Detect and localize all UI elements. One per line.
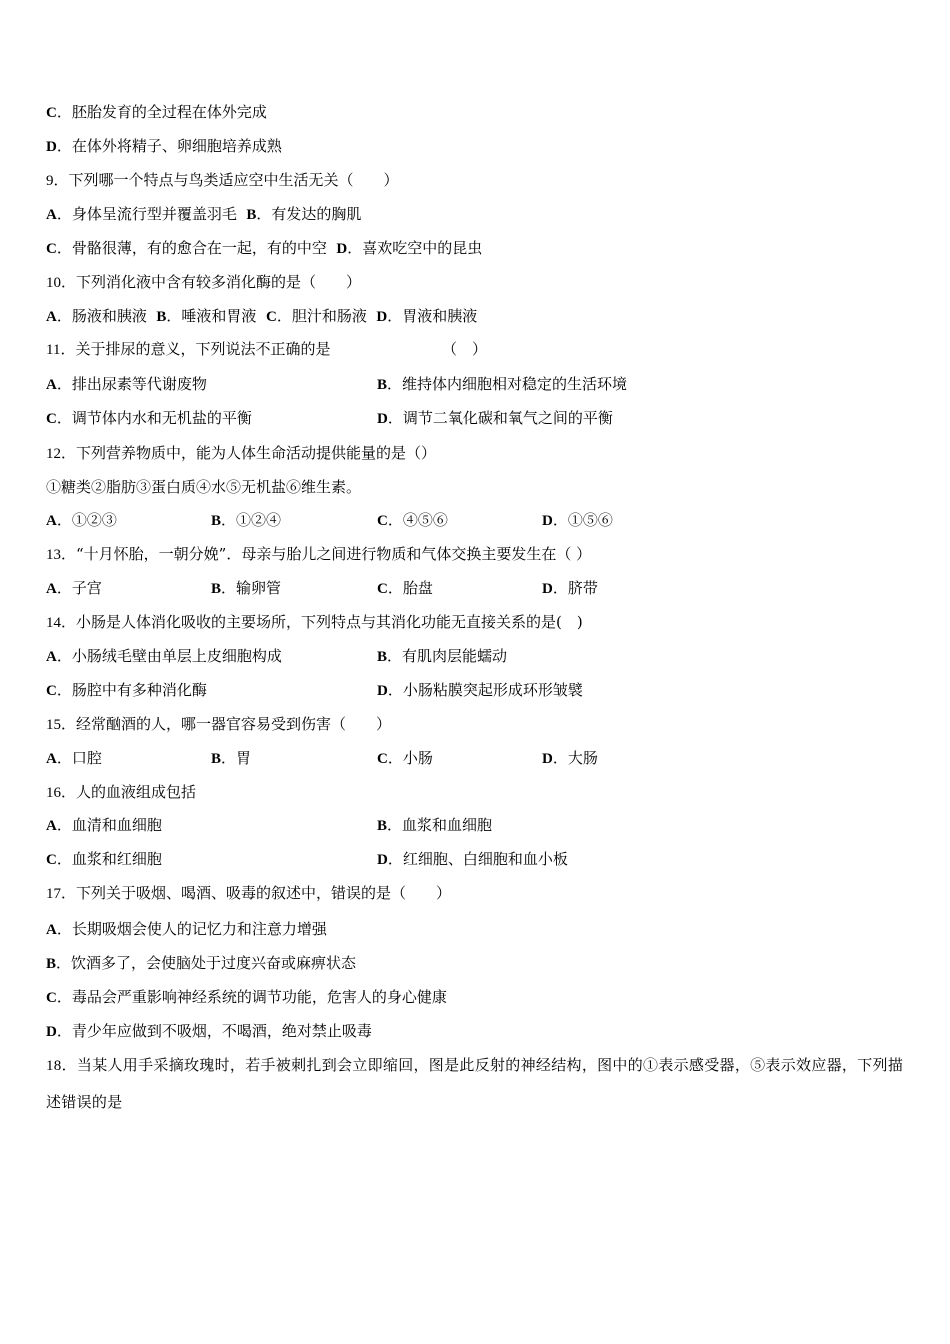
question-11: 11．关于排尿的意义，下列说法不正确的是 （ ）: [46, 340, 488, 358]
q11-options-ab: [46, 373, 910, 395]
question-13: 13．“十月怀胎，一朝分娩”．母亲与胎儿之间进行物质和气体交换主要发生在（ ）: [46, 545, 592, 563]
q12-option-b: B．①②④: [211, 511, 282, 529]
q9-options-cd: C．骨骼很薄，有的愈合在一起，有的中空 D．喜欢吃空中的昆虫: [46, 239, 483, 257]
q10-options: A．肠液和胰液 B．唾液和胃液 C．胆汁和肠液 D．胃液和胰液: [46, 307, 478, 325]
q16-options-cd: [46, 848, 910, 870]
q16-option-d: D．红细胞、白细胞和血小板: [377, 850, 568, 868]
question-10: 10．下列消化液中含有较多消化酶的是（ ）: [46, 273, 362, 291]
q15-option-b: B．胃: [211, 749, 252, 767]
q11-option-a: A．排出尿素等代谢废物: [46, 375, 207, 393]
question-15: 15．经常酗酒的人，哪一器官容易受到伤害（ ）: [46, 715, 392, 733]
q8-option-c: C．胚胎发育的全过程在体外完成: [46, 103, 267, 121]
q14-option-b: B．有肌肉层能蠕动: [377, 647, 508, 665]
q15-option-c: C．小肠: [377, 749, 433, 767]
q14-option-d: D．小肠粘膜突起形成环形皱襞: [377, 681, 583, 699]
q15-options: [46, 747, 910, 769]
q8-option-d: D．在体外将精子、卵细胞培养成熟: [46, 137, 282, 155]
q17-option-b: B．饮酒多了，会使脑处于过度兴奋或麻痹状态: [46, 954, 357, 972]
question-9: 9．下列哪一个特点与鸟类适应空中生活无关（ ）: [46, 171, 399, 189]
q15-option-d: D．大肠: [542, 749, 598, 767]
q11-option-d: D．调节二氧化碳和氧气之间的平衡: [377, 409, 613, 427]
q13-option-b: B．输卵管: [211, 579, 282, 597]
q15-option-a: A．口腔: [46, 749, 102, 767]
q17-option-a: A．长期吸烟会使人的记忆力和注意力增强: [46, 920, 327, 938]
q13-option-d: D．脐带: [542, 579, 598, 597]
q14-option-c: C．肠腔中有多种消化酶: [46, 681, 207, 699]
q11-options-cd: [46, 407, 910, 429]
q16-option-b: B．血浆和血细胞: [377, 816, 493, 834]
q17-option-c: C．毒品会严重影响神经系统的调节功能，危害人的身心健康: [46, 988, 447, 1006]
q13-option-c: C．胎盘: [377, 579, 433, 597]
q9-options-ab: A．身体呈流行型并覆盖羽毛 B．有发达的胸肌: [46, 205, 362, 223]
q13-option-a: A．子宫: [46, 579, 102, 597]
q16-option-a: A．血清和血细胞: [46, 816, 162, 834]
question-12: 12．下列营养物质中，能为人体生命活动提供能量的是（）: [46, 444, 437, 462]
q14-option-a: A．小肠绒毛壁由单层上皮细胞构成: [46, 647, 282, 665]
question-14: 14．小肠是人体消化吸收的主要场所，下列特点与其消化功能无直接关系的是( ): [46, 613, 583, 631]
q16-option-c: C．血浆和红细胞: [46, 850, 162, 868]
question-18: 18．当某人用手采摘玫瑰时，若手被刺扎到会立即缩回，图是此反射的神经结构，图中的①表示感受器，⑤表示效应器，下列描述错误的是: [46, 1056, 904, 1111]
q12-options: [46, 509, 910, 531]
q14-options-ab: [46, 645, 910, 667]
q11-option-c: C．调节体内水和无机盐的平衡: [46, 409, 252, 427]
q16-options-ab: [46, 814, 910, 836]
q17-option-d: D．青少年应做到不吸烟，不喝酒，绝对禁止吸毒: [46, 1022, 372, 1040]
q12-option-a: A．①②③: [46, 511, 117, 529]
q12-nutrient-list: ①糖类②脂肪③蛋白质④水⑤无机盐⑥维生素。: [46, 478, 362, 496]
question-17: 17．下列关于吸烟、喝酒、吸毒的叙述中，错误的是（ ）: [46, 884, 452, 902]
q14-options-cd: [46, 679, 910, 701]
q12-option-c: C．④⑤⑥: [377, 511, 448, 529]
q13-options: [46, 577, 910, 599]
q11-option-b: B．维持体内细胞相对稳定的生活环境: [377, 375, 628, 393]
q12-option-d: D．①⑤⑥: [542, 511, 613, 529]
question-16: 16．人的血液组成包括: [46, 783, 197, 801]
